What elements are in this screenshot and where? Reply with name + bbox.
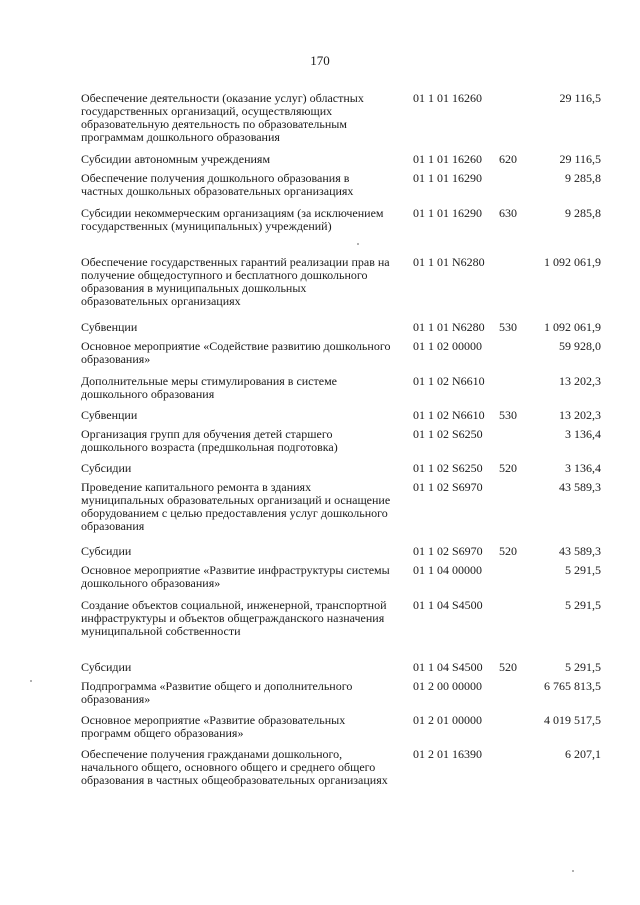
row-code: 01 1 02 N6610 [413,408,485,422]
row-amount: 3 136,4 [565,427,601,441]
row-name: Организация групп для обучения детей старшего дошкольного возраста (предшкольная подготовка) [81,427,338,454]
row-name: Основное мероприятие «Содействие развитию дошкольного образования» [81,339,391,366]
table-row [81,564,601,590]
row-code: 01 1 01 16260 [413,152,482,166]
row-amount: 29 116,5 [559,152,601,166]
scan-speck [30,680,32,682]
row-amount: 13 202,3 [559,374,601,388]
row-amount: 1 092 061,9 [544,255,601,269]
table-row [81,680,601,706]
row-code: 01 1 01 N6280 [413,320,485,334]
row-code: 01 1 01 16290 [413,206,482,220]
row-amount: 9 285,8 [565,171,601,185]
row-vr: 520 [499,461,517,475]
row-code: 01 1 02 N6610 [413,374,485,388]
row-amount: 1 092 061,9 [544,320,601,334]
row-name: Субсидии автономным учреждениям [81,152,271,166]
row-name: Основное мероприятие «Развитие образовательных программ общего образования» [81,713,346,740]
row-name: Проведение капитального ремонта в зданиях муниципальных образовательных организаций и оснащение оборудованием с целью предоставления услуг дошкольного образования [81,480,391,533]
row-name: Субвенции [81,408,138,422]
row-amount: 13 202,3 [559,408,601,422]
table-row [81,714,601,740]
row-amount: 3 136,4 [565,461,601,475]
row-name: Обеспечение получения дошкольного образования в частных дошкольных образовательных организациях [81,171,354,198]
row-code: 01 1 04 S4500 [413,598,483,612]
row-amount: 5 291,5 [565,598,601,612]
row-code: 01 2 01 16390 [413,747,482,761]
scan-speck [572,870,574,872]
scan-speck [357,243,359,245]
page-number: 170 [310,53,330,68]
table-row [81,153,601,166]
table-row [81,92,601,144]
row-code: 01 1 02 S6250 [413,427,483,441]
row-name: Создание объектов социальной, инженерной, транспортной инфраструктуры и объектов общегражданского назначения муниципальной собственности [81,598,387,638]
row-vr: 620 [499,152,517,166]
row-vr: 520 [499,660,517,674]
row-name: Субсидии некоммерческим организациям (за исключением государственных (муниципальных) учреждений) [81,206,384,233]
row-amount: 5 291,5 [565,563,601,577]
table-row [81,599,601,638]
row-code: 01 1 02 S6970 [413,544,483,558]
row-code: 01 1 04 00000 [413,563,482,577]
table-row [81,409,601,422]
row-name: Субсидии [81,461,132,475]
row-name: Обеспечение государственных гарантий реализации прав на получение общедоступного и бесплатного дошкольного образования в муниципальных дошкольных образовательных организациях [81,255,390,308]
row-code: 01 1 01 N6280 [413,255,485,269]
row-amount: 9 285,8 [565,206,601,220]
table-row [81,481,601,533]
row-code: 01 2 01 00000 [413,713,482,727]
table-row [81,340,601,366]
row-name: Субсидии [81,660,132,674]
row-amount: 29 116,5 [559,91,601,105]
row-name: Обеспечение получения гражданами дошкольного, начального общего, основного общего и среднего общего образования в частных общеобразовательных организациях [81,747,388,787]
row-amount: 59 928,0 [559,339,601,353]
row-vr: 530 [499,408,517,422]
row-name: Основное мероприятие «Развитие инфраструктуры системы дошкольного образования» [81,563,390,590]
row-code: 01 1 01 16290 [413,171,482,185]
row-name: Дополнительные меры стимулирования в системе дошкольного образования [81,374,338,401]
row-amount: 43 589,3 [559,544,601,558]
table-row [81,321,601,334]
row-vr: 520 [499,544,517,558]
table-row [81,545,601,558]
table-row [81,661,601,674]
row-code: 01 1 01 16260 [413,91,482,105]
table-row [81,256,601,308]
row-name: Подпрограмма «Развитие общего и дополнительного образования» [81,679,353,706]
row-vr: 530 [499,320,517,334]
row-amount: 6 765 813,5 [544,679,601,693]
row-code: 01 1 04 S4500 [413,660,483,674]
row-name: Субсидии [81,544,132,558]
table-row [81,748,601,787]
row-code: 01 1 02 S6970 [413,480,483,494]
row-vr: 630 [499,206,517,220]
table-row [81,207,601,233]
row-code: 01 1 02 00000 [413,339,482,353]
row-amount: 4 019 517,5 [544,713,601,727]
table-row [81,462,601,475]
row-amount: 6 207,1 [565,747,601,761]
row-code: 01 1 02 S6250 [413,461,483,475]
table-row [81,428,601,454]
row-code: 01 2 00 00000 [413,679,482,693]
row-amount: 43 589,3 [559,480,601,494]
table-row [81,375,601,401]
table-row [81,172,601,198]
row-amount: 5 291,5 [565,660,601,674]
row-name: Обеспечение деятельности (оказание услуг) областных государственных организаций, осуществляющих образовательную деятельность по образовательным программам дошкольного образования [81,91,364,144]
row-name: Субвенции [81,320,138,334]
